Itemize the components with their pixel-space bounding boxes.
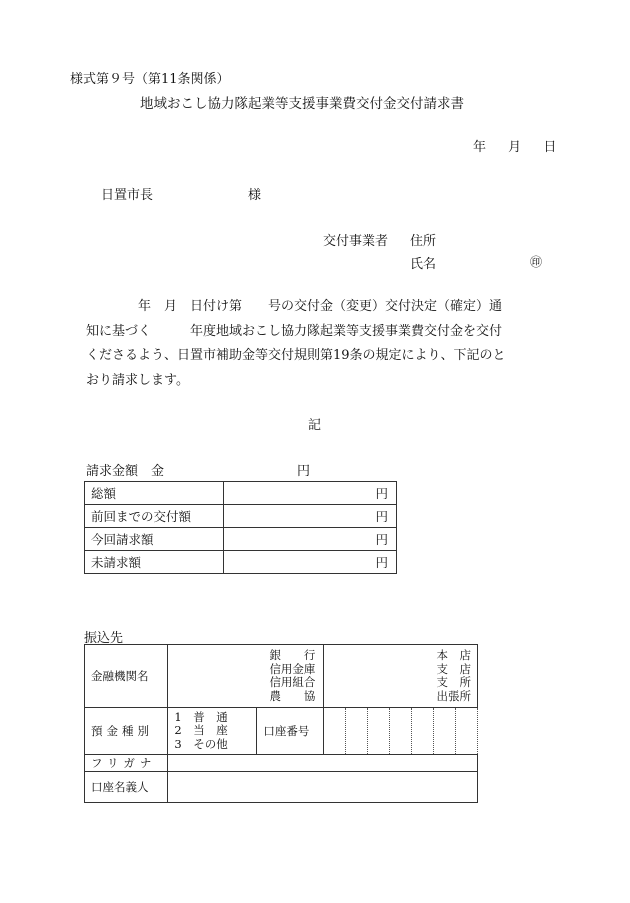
institution-type: 銀 行 [269, 648, 316, 662]
table-row [85, 708, 478, 755]
row-value-unclaimed[interactable]: 円 [224, 551, 397, 574]
furigana-field[interactable] [168, 755, 478, 772]
institution-types [168, 649, 315, 703]
deposit-label: 預金種別 [85, 708, 168, 755]
bank-table [84, 644, 478, 803]
row-value-current[interactable]: 円 [224, 528, 397, 551]
deposit-option[interactable]: 2 当 座 [174, 723, 228, 738]
table-row [85, 551, 397, 574]
name-label: 氏名 [410, 257, 437, 272]
deposit-option[interactable]: 1 普 通 [174, 709, 228, 724]
table-row [85, 645, 478, 708]
seal-mark: ㊞ [530, 255, 543, 269]
request-body [86, 295, 564, 393]
date-day: 日 [543, 140, 557, 155]
furigana-label: フリガナ [85, 755, 168, 772]
table-row [85, 528, 397, 551]
row-label-current: 今回請求額 [85, 528, 224, 551]
institution-type: 信用組合 [269, 675, 316, 689]
date-line [473, 136, 556, 155]
branch-type: 支 所 [436, 675, 471, 689]
account-digit[interactable] [434, 708, 456, 755]
branch-types [324, 649, 471, 703]
document-title: 地域おこし協力隊起業等支援事業費交付金交付請求書 [140, 96, 464, 112]
institution-field[interactable] [168, 645, 324, 708]
body-line: おり請求します。 [86, 372, 189, 388]
institution-type: 信用金庫 [269, 661, 316, 676]
deposit-option[interactable]: 3 その他 [174, 736, 228, 751]
row-label-total: 総額 [85, 482, 224, 505]
claim-amount-unit: 円 [297, 464, 311, 479]
branch-field[interactable] [324, 645, 478, 708]
row-label-unclaimed: 未請求額 [85, 551, 224, 574]
deposit-cell [168, 708, 324, 755]
account-digit[interactable] [412, 708, 434, 755]
account-number-label: 口座番号 [263, 724, 310, 738]
addressee-honorific: 様 [248, 188, 262, 203]
institution-type: 農 協 [269, 688, 316, 703]
table-row [85, 482, 397, 505]
body-line: 年 月 日付け第 号の交付金（変更）交付決定（確定）通 [86, 299, 503, 314]
account-digit[interactable] [346, 708, 368, 755]
table-row [85, 505, 397, 528]
account-holder-label: 口座名義人 [85, 772, 168, 803]
row-label-previous: 前回までの交付額 [85, 505, 224, 528]
ki-heading: 記 [308, 418, 322, 433]
account-digit[interactable] [324, 708, 346, 755]
account-holder-field[interactable] [168, 772, 478, 803]
row-value-total[interactable]: 円 [224, 482, 397, 505]
table-row [85, 755, 478, 772]
addressee-name: 日置市長 [101, 188, 154, 203]
applicant-label: 交付事業者 [323, 234, 389, 249]
date-month: 月 [508, 140, 522, 155]
institution-label: 金融機関名 [85, 645, 168, 708]
form-number: 様式第９号（第11条関係） [70, 72, 230, 87]
table-row [85, 772, 478, 803]
body-line: くださるよう、日置市補助金等交付規則第19条の規定により、下記のと [86, 348, 506, 363]
amount-table [84, 481, 397, 574]
account-digit[interactable] [390, 708, 412, 755]
account-digit[interactable] [368, 708, 390, 755]
address-label: 住所 [410, 234, 437, 249]
branch-type: 支 店 [436, 661, 471, 676]
row-value-previous[interactable]: 円 [224, 505, 397, 528]
branch-type: 出張所 [436, 688, 471, 703]
claim-amount-label: 請求金額 金 [86, 464, 165, 479]
bank-section-label: 振込先 [84, 631, 124, 646]
body-line: 知に基づく 年度地域おこし協力隊起業等支援事業費交付金を交付 [86, 323, 503, 339]
date-year: 年 [473, 140, 487, 155]
deposit-options[interactable] [168, 708, 257, 754]
account-digit[interactable] [455, 708, 477, 755]
branch-type: 本 店 [436, 648, 471, 662]
